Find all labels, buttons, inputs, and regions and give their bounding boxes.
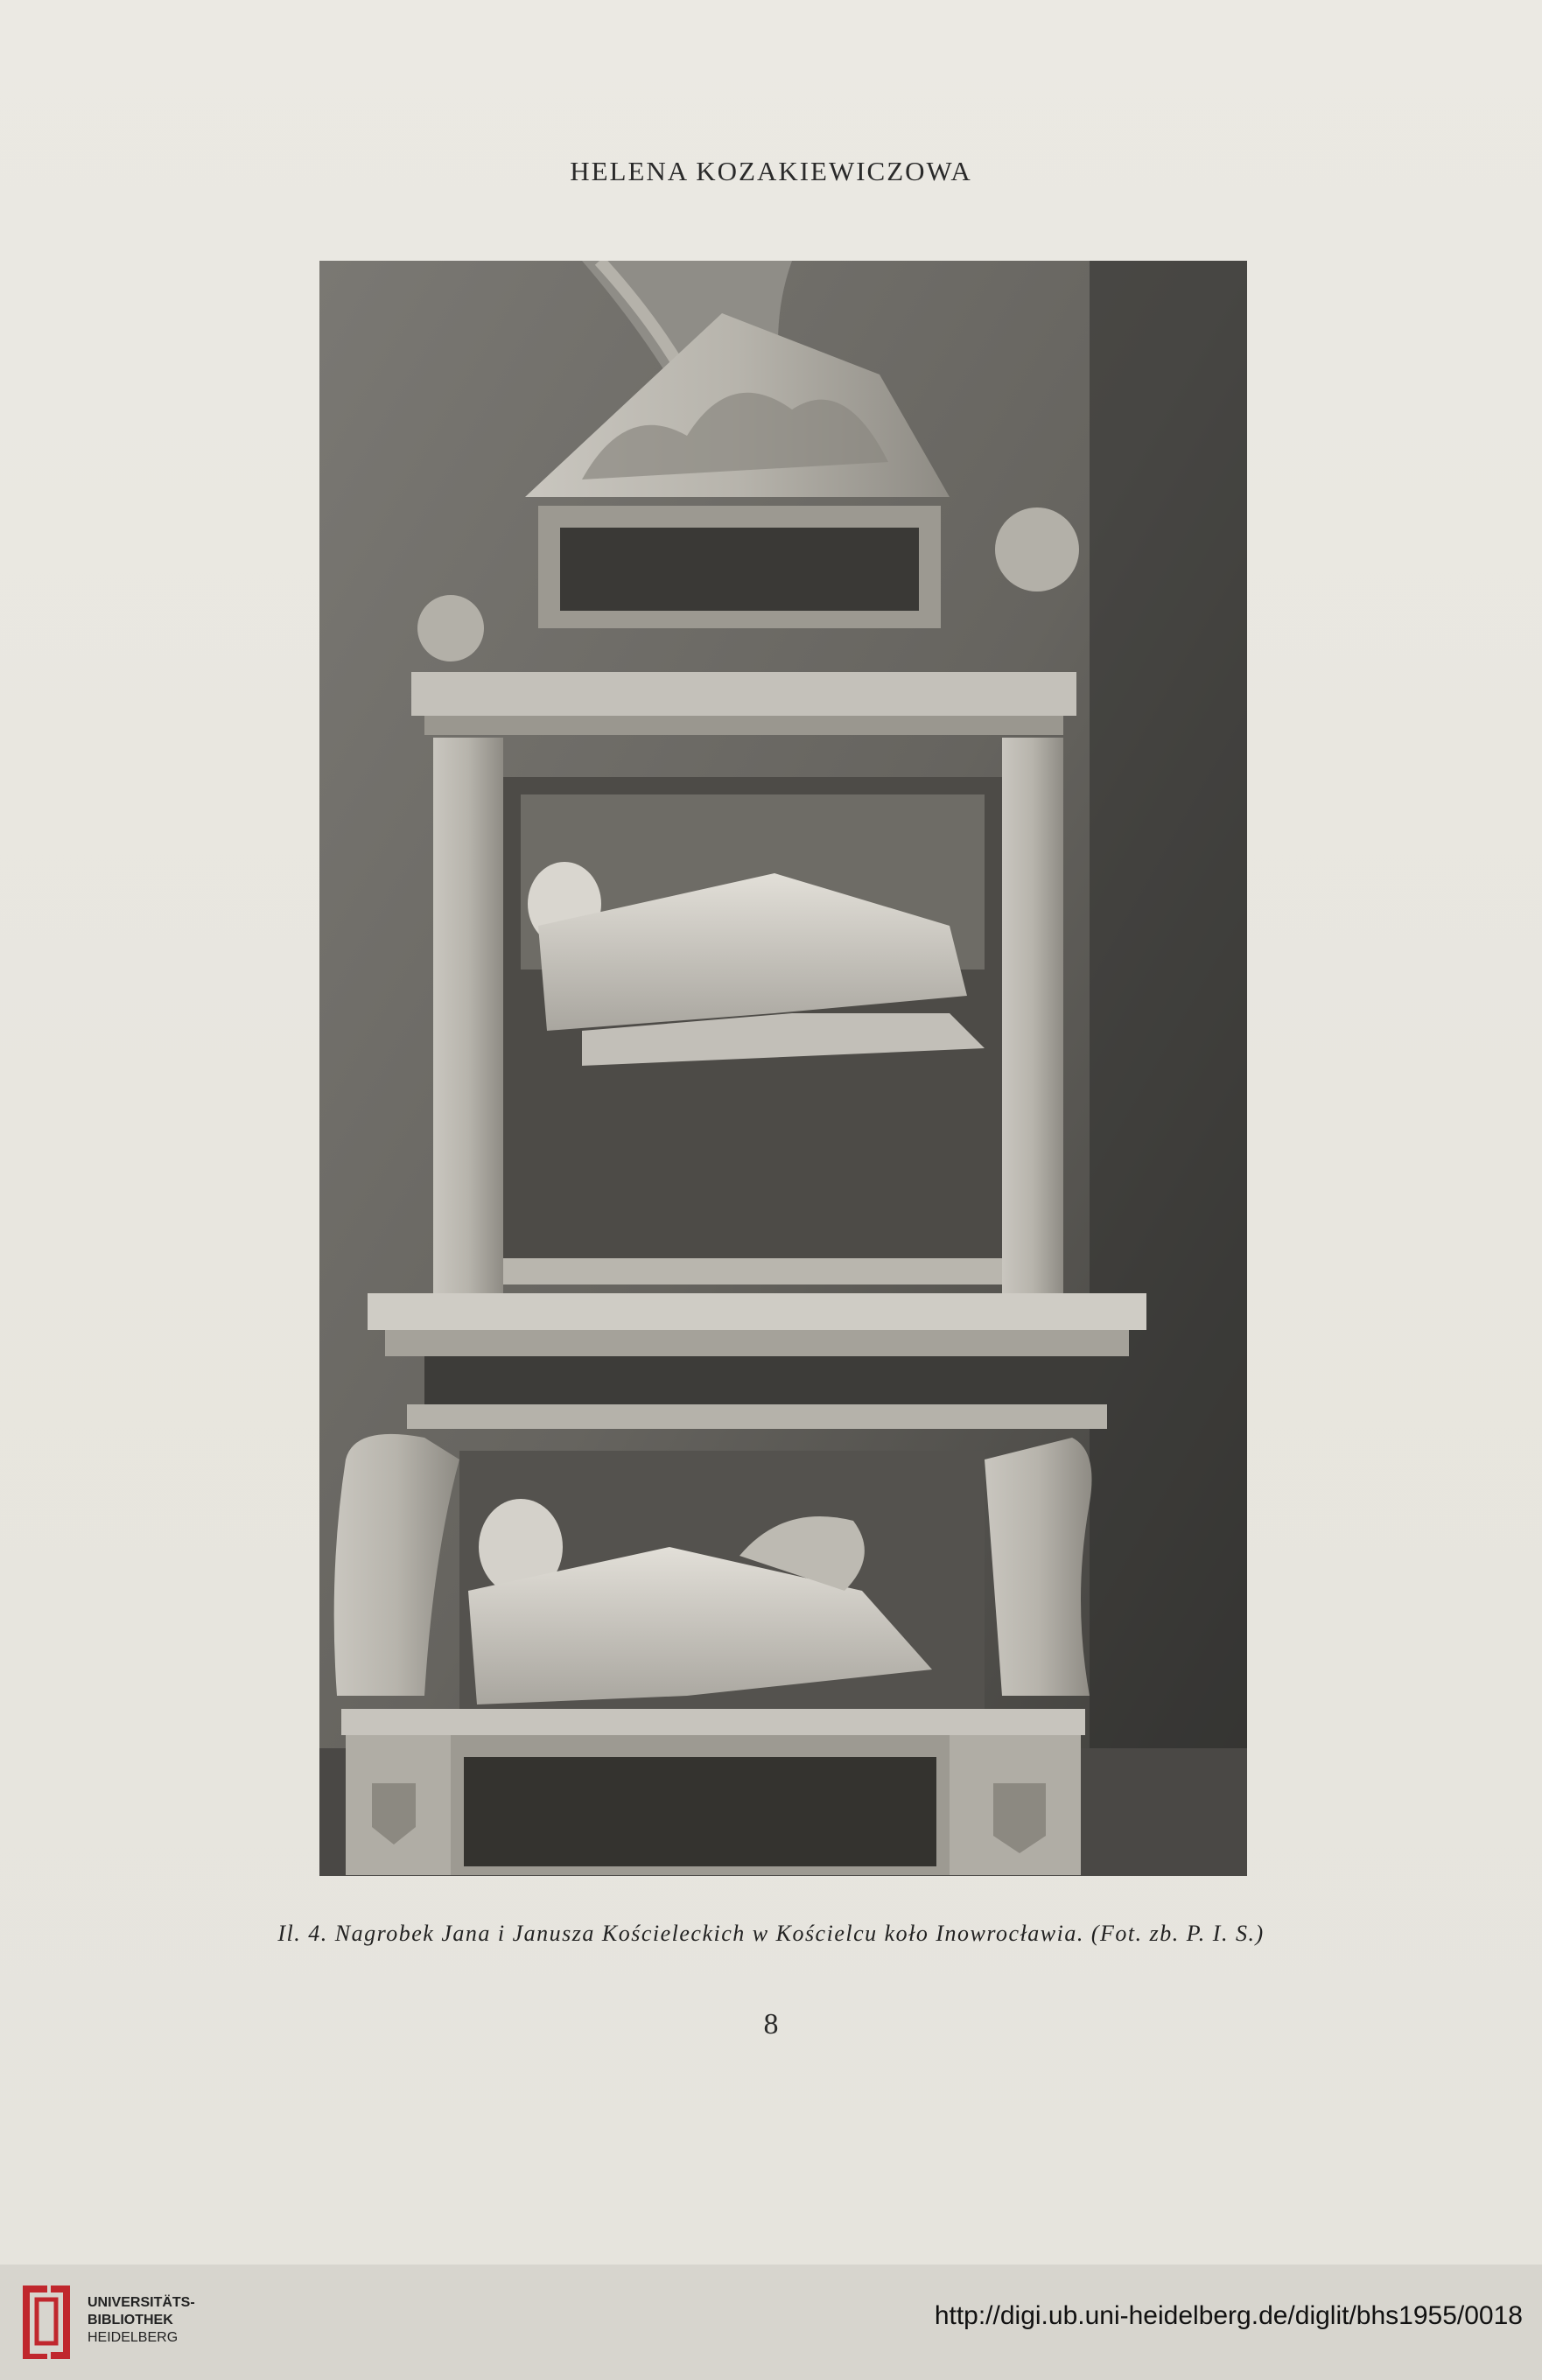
figure-caption: Il. 4. Nagrobek Jana i Janusza Kościeleckich w Kościelcu koło Inowrocławia. (Fot. zb. P. I. S.) [277,1921,1265,1946]
logo-line-3: HEIDELBERG [88,2330,179,2345]
logo-line-2: BIBLIOTHEK [88,2313,173,2328]
digitization-footer [0,2264,1542,2380]
library-logo-text [88,2294,195,2347]
tomb-monument-photo [319,261,1247,1876]
page-number: 8 [763,2008,779,2040]
source-url-link[interactable]: http://digi.ub.uni-heidelberg.de/diglit/bhs1955/0018 [934,2301,1523,2330]
running-title: HELENA KOZAKIEWICZOWA [570,156,972,186]
library-logo-icon[interactable] [18,2282,75,2361]
logo-line-1: UNIVERSITÄTS- [88,2295,195,2310]
monument-illustration [319,261,1247,1876]
